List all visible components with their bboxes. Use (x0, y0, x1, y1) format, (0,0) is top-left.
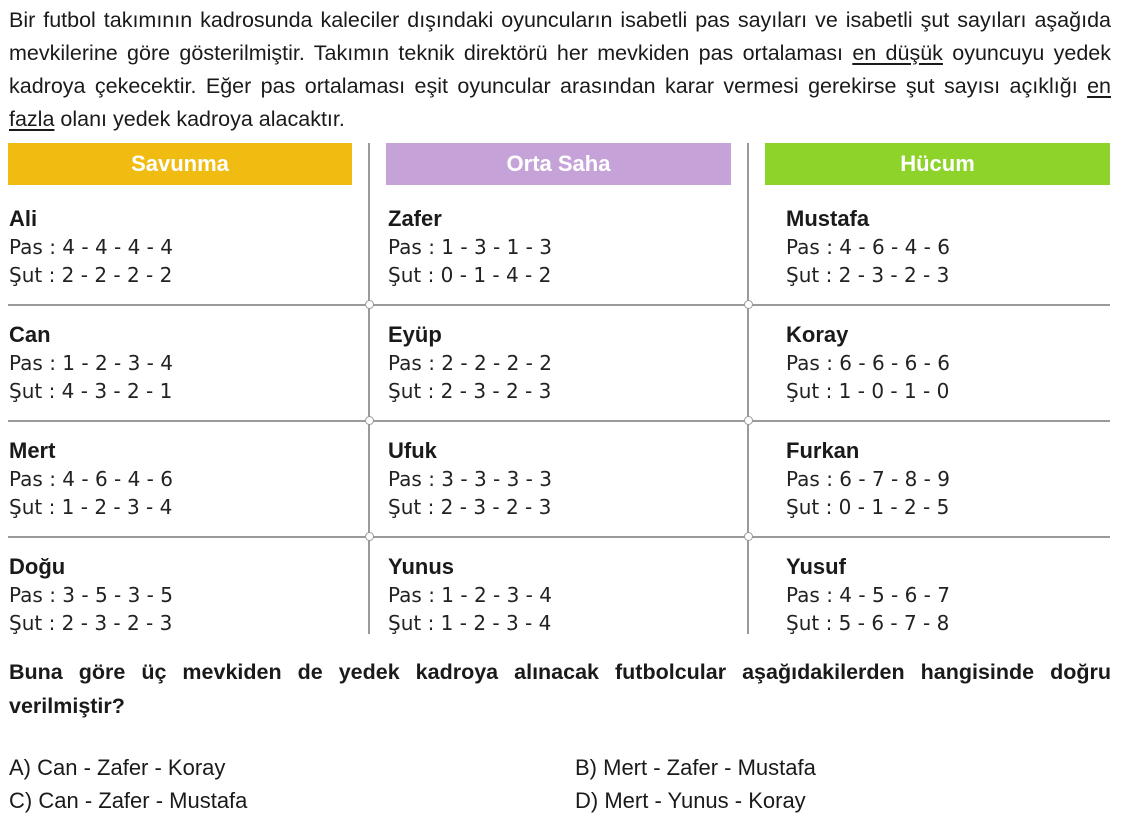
pass-stats: Pas : 4 - 6 - 4 - 6 (786, 235, 950, 259)
grid-node (365, 416, 374, 425)
player-name: Yusuf (786, 554, 846, 579)
pass-stats: Pas : 3 - 3 - 3 - 3 (388, 467, 552, 491)
intro-text-2: oyuncuyu yedek kadroya çekecektir. Eğer pas ortalaması eşit oyuncular arasından karar vermesi gerekirse şut sayısı açıklığı (9, 41, 1112, 98)
grid-node (744, 416, 753, 425)
grid-node (365, 532, 374, 541)
emphasis-lowest: en düşük (852, 41, 943, 65)
player-name: Ufuk (388, 438, 437, 463)
intro-text-1: Bir futbol takımının kadrosunda kaleciler dışındaki oyuncuların isabetli pas sayıları ve isabetli şut sayıları aşağıda mevkilerine göre gösterilmiştir. Takımın teknik direktörü her mevkiden pas ortalaması (9, 8, 1111, 65)
pass-stats: Pas : 6 - 6 - 6 - 6 (786, 351, 950, 375)
option-text: Can - Zafer - Koray (37, 755, 226, 780)
pass-stats: Pas : 4 - 4 - 4 - 4 (9, 235, 173, 259)
player-card (786, 321, 1124, 405)
player-card (9, 321, 359, 405)
pass-stats: Pas : 2 - 2 - 2 - 2 (388, 351, 552, 375)
player-name: Yunus (388, 554, 455, 579)
pass-stats: Pas : 1 - 2 - 3 - 4 (388, 583, 552, 607)
player-card (9, 205, 359, 289)
option-text: Mert - Yunus - Koray (604, 788, 806, 813)
player-name: Doğu (9, 554, 66, 579)
header-defense: Savunma (8, 143, 352, 185)
player-card (786, 553, 1124, 637)
emphasis-most: en fazla (9, 74, 1111, 131)
pass-stats: Pas : 1 - 2 - 3 - 4 (9, 351, 173, 375)
option-a[interactable] (9, 753, 225, 783)
player-card (388, 437, 738, 521)
pass-stats: Pas : 4 - 5 - 6 - 7 (786, 583, 950, 607)
player-name: Furkan (786, 438, 860, 463)
option-c[interactable] (9, 786, 247, 816)
option-letter: A) (9, 755, 31, 780)
player-name: Ali (9, 206, 38, 231)
divider-horizontal-2 (8, 420, 1110, 422)
player-name: Koray (786, 322, 849, 347)
player-card (786, 437, 1124, 521)
grid-node (744, 532, 753, 541)
intro-paragraph (9, 4, 1111, 136)
shot-stats: Şut : 2 - 3 - 2 - 3 (786, 263, 950, 287)
player-card (786, 205, 1124, 289)
shot-stats: Şut : 1 - 2 - 3 - 4 (388, 611, 552, 635)
header-midfield: Orta Saha (386, 143, 731, 185)
shot-stats: Şut : 0 - 1 - 2 - 5 (786, 495, 950, 519)
option-text: Can - Zafer - Mustafa (38, 788, 248, 813)
pass-stats: Pas : 1 - 3 - 1 - 3 (388, 235, 552, 259)
pass-stats: Pas : 6 - 7 - 8 - 9 (786, 467, 950, 491)
header-attack: Hücum (765, 143, 1110, 185)
option-letter: D) (575, 788, 599, 813)
player-name: Mustafa (786, 206, 870, 231)
shot-stats: Şut : 2 - 2 - 2 - 2 (9, 263, 173, 287)
intro-text-3: olanı yedek kadroya alacaktır. (54, 107, 345, 131)
pass-stats: Pas : 3 - 5 - 3 - 5 (9, 583, 173, 607)
question-text: Buna göre üç mevkiden de yedek kadroya alınacak futbolcular aşağıdakilerden hangisinde doğru verilmiştir? (9, 660, 1111, 718)
player-card (9, 553, 359, 637)
option-letter: C) (9, 788, 33, 813)
divider-vertical-2 (747, 143, 749, 634)
shot-stats: Şut : 5 - 6 - 7 - 8 (786, 611, 950, 635)
shot-stats: Şut : 2 - 3 - 2 - 3 (388, 379, 552, 403)
player-card (388, 205, 738, 289)
divider-vertical-1 (368, 143, 370, 634)
option-b[interactable] (575, 753, 816, 783)
divider-horizontal-3 (8, 536, 1110, 538)
player-card (388, 553, 738, 637)
pass-stats: Pas : 4 - 6 - 4 - 6 (9, 467, 173, 491)
player-name: Eyüp (388, 322, 442, 347)
shot-stats: Şut : 1 - 2 - 3 - 4 (9, 495, 173, 519)
player-name: Can (9, 322, 51, 347)
player-card (9, 437, 359, 521)
shot-stats: Şut : 2 - 3 - 2 - 3 (9, 611, 173, 635)
shot-stats: Şut : 4 - 3 - 2 - 1 (9, 379, 173, 403)
grid-node (365, 300, 374, 309)
shot-stats: Şut : 1 - 0 - 1 - 0 (786, 379, 950, 403)
grid-node (744, 300, 753, 309)
player-name: Mert (9, 438, 56, 463)
divider-horizontal-1 (8, 304, 1110, 306)
option-text: Mert - Zafer - Mustafa (603, 755, 816, 780)
option-letter: B) (575, 755, 597, 780)
player-card (388, 321, 738, 405)
shot-stats: Şut : 0 - 1 - 4 - 2 (388, 263, 552, 287)
option-d[interactable] (575, 786, 806, 816)
shot-stats: Şut : 2 - 3 - 2 - 3 (388, 495, 552, 519)
player-name: Zafer (388, 206, 442, 231)
